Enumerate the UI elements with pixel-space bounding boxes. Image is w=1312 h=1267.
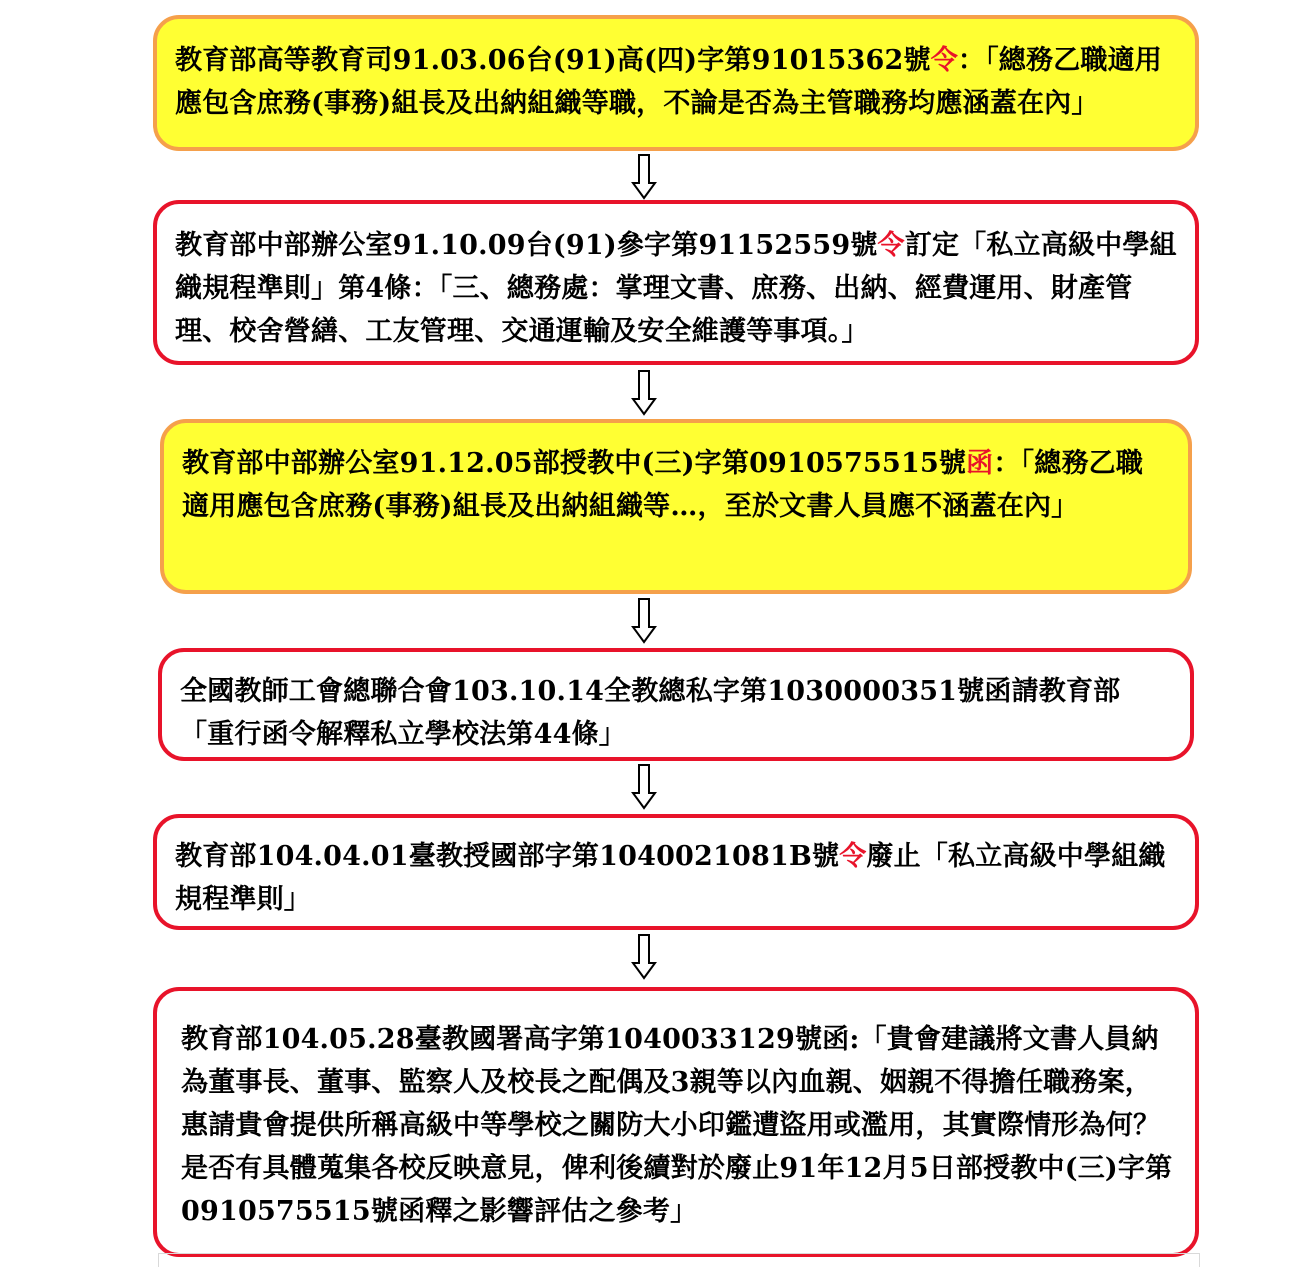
step-4-text: 全國教師工會總聯合會103.10.14全教總私字第1030000351號函請教育部「重行函令解釋私立學校法第44條」 bbox=[180, 676, 1121, 750]
flow-step-1 bbox=[153, 15, 1199, 151]
down-arrow-icon bbox=[631, 154, 657, 200]
flow-step-5 bbox=[153, 814, 1199, 930]
page-edge bbox=[158, 1253, 1200, 1267]
down-arrow-icon bbox=[631, 598, 657, 644]
step-1-text: 教育部高等教育司91.03.06台(91)高(四)字第91015362號令：「總務乙職適用應包含庶務(事務)組長及出納組織等職，不論是否為主管職務均應涵蓋在內」 bbox=[175, 45, 1162, 119]
step-3-text: 教育部中部辦公室91.12.05部授教中(三)字第0910575515號函：「總務乙職適用應包含庶務(事務)組長及出納組織等…，至於文書人員應不涵蓋在內」 bbox=[182, 448, 1144, 522]
down-arrow-icon bbox=[631, 764, 657, 810]
flow-step-4 bbox=[158, 648, 1194, 761]
step-6-text: 教育部104.05.28臺教國署高字第1040033129號函:「貴會建議將文書人員納為董事長、董事、監察人及校長之配偶及3親等以內血親、姻親不得擔任職務案，惠請貴會提供所稱高級中等學校之關防大小印鑑遭盜用或濫用，其實際情形為何？是否有具體蒐集各校反映意見，俾利後續對於廢止91年12月5日部授教中(三)字第0910575515號函釋之影響評估之參考」 bbox=[181, 1024, 1173, 1227]
flow-step-2 bbox=[153, 200, 1199, 365]
flow-step-3 bbox=[160, 419, 1192, 594]
step-5-text: 教育部104.04.01臺教授國部字第1040021081B號令廢止「私立高級中學組織規程準則」 bbox=[175, 841, 1166, 915]
down-arrow-icon bbox=[631, 934, 657, 980]
flow-step-6 bbox=[153, 987, 1199, 1257]
step-2-text: 教育部中部辦公室91.10.09台(91)參字第91152559號令訂定「私立高級中學組織規程準則」第4條：「三、總務處：掌理文書、庶務、出納、經費運用、財產管理、校舍營繕、工友管理、交通運輸及安全維護等事項。」 bbox=[175, 230, 1177, 347]
down-arrow-icon bbox=[631, 370, 657, 416]
